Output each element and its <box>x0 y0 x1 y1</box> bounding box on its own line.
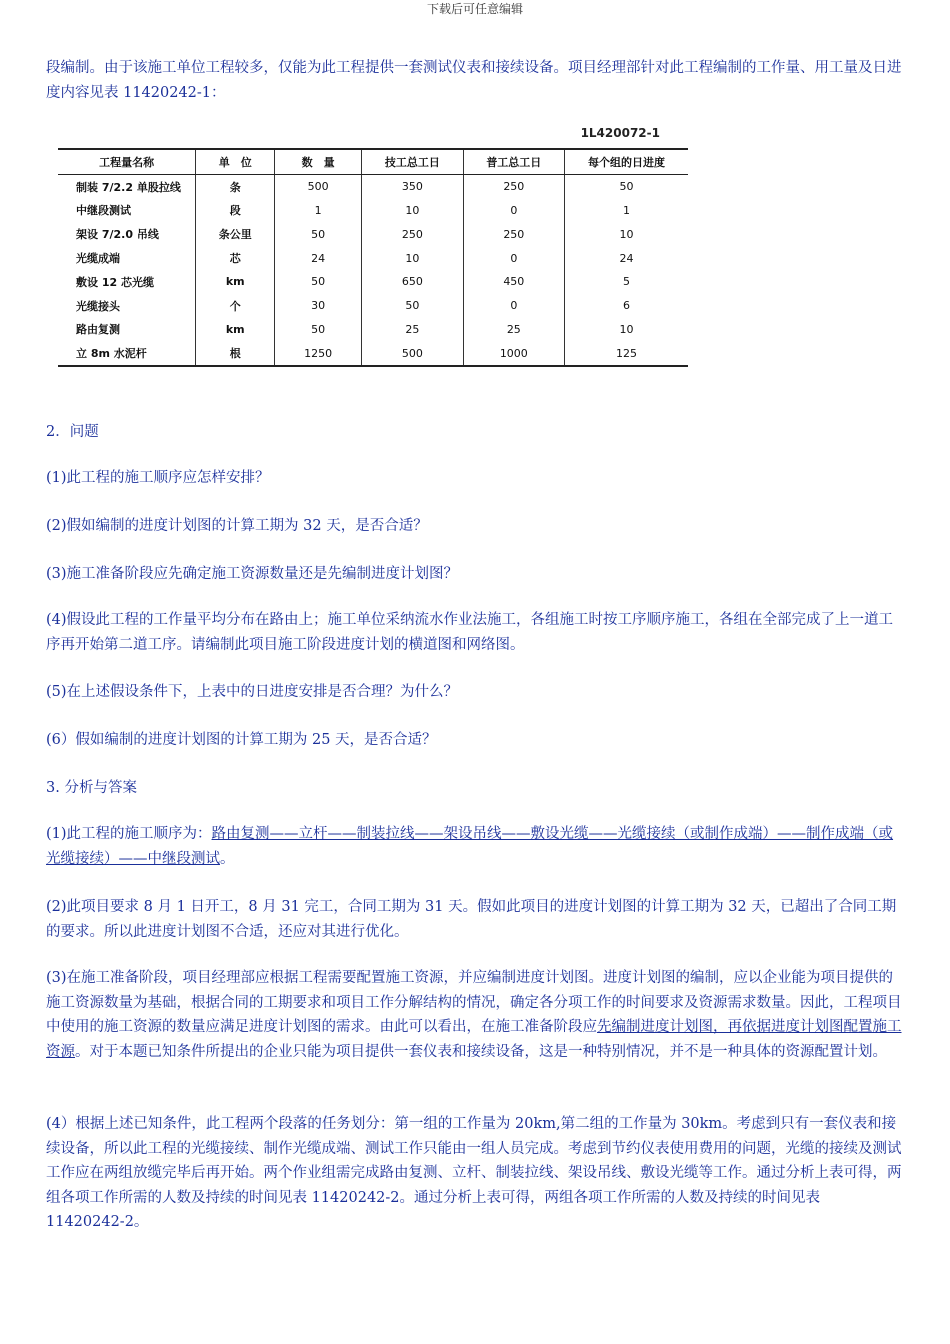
cell-name: 制装 7/2.2 单股拉线 <box>58 174 196 198</box>
cell-skilled-days: 500 <box>362 341 463 366</box>
section-2-title: 2．问题 <box>46 424 99 440</box>
answer-3-end: 。对于本题已知条件所提出的企业只能为项目提供一套仪表和接续设备，这是一种特别情况，并不是一种具体的资源配置计划。 <box>75 1043 887 1060</box>
answer-1 <box>46 822 902 871</box>
workload-table <box>58 148 688 367</box>
cell-name: 架设 7/2.0 吊线 <box>58 222 196 246</box>
cell-unit: km <box>196 270 275 294</box>
cell-skilled-days: 50 <box>362 294 463 318</box>
cell-quantity: 50 <box>275 318 362 342</box>
col-header: 普工总工日 <box>463 149 564 174</box>
cell-unit: 根 <box>196 341 275 366</box>
cell-general-days: 250 <box>463 174 564 198</box>
answer-1-lead: (1)此工程的施工顺序为： <box>46 826 212 842</box>
cell-unit: 芯 <box>196 246 275 270</box>
table-row <box>58 341 688 366</box>
question-5: (5)在上述假设条件下，上表中的日进度安排是否合理？为什么？ <box>46 684 459 700</box>
col-header: 数 量 <box>275 149 362 174</box>
answer-2: (2)此项目要求 8 月 1 日开工，8 月 31 完工，合同工期为 31 天。假如此项目的进度计划图的计算工期为 32 天，已超出了合同工期的要求。所以此进度计划图不合适，还应对其进行优化。 <box>46 899 897 940</box>
cell-skilled-days: 250 <box>362 222 463 246</box>
cell-daily-progress: 5 <box>565 270 688 294</box>
cell-skilled-days: 650 <box>362 270 463 294</box>
cell-name: 光缆成端 <box>58 246 196 270</box>
cell-daily-progress: 1 <box>565 199 688 223</box>
table-row <box>58 199 688 223</box>
question-4: (4)假设此工程的工作量平均分布在路由上；施工单位采纳流水作业法施工，各组施工时按工序顺序施工，各组在全部完成了上一道工序再开始第二道工序。请编制此项目施工阶段进度计划的横道图和网络图。 <box>46 612 894 653</box>
cell-name: 路由复测 <box>58 318 196 342</box>
cell-general-days: 450 <box>463 270 564 294</box>
table-code: 1L420072-1 <box>580 126 660 140</box>
table-row <box>58 246 688 270</box>
cell-skilled-days: 10 <box>362 199 463 223</box>
cell-unit: 条公里 <box>196 222 275 246</box>
intro-paragraph: 段编制。由于该施工单位工程较多，仅能为此工程提供一套测试仪表和接续设备。项目经理部针对此工程编制的工作量、用工量及日进度内容见表 11420242-1： <box>46 60 902 101</box>
table-row <box>58 318 688 342</box>
cell-general-days: 0 <box>463 199 564 223</box>
question-3: (3)施工准备阶段应先确定施工资源数量还是先编制进度计划图？ <box>46 566 459 582</box>
cell-name: 敷设 12 芯光缆 <box>58 270 196 294</box>
cell-unit: km <box>196 318 275 342</box>
table-row <box>58 222 688 246</box>
answer-4: (4）根据上述已知条件，此工程两个段落的任务划分：第一组的工作量为 20km,第二组的工作量为 30km。考虑到只有一套仪表和接续设备，所以此工程的光缆接续、制作光缆成端、测试工作只能由一组人员完成。考虑到节约仪表使用费用的问题，光缆的接续及测试工作应在两组放缆完毕后再开始。两个作业组需完成路由复测、立杆、制装拉线、架设吊线、敷设光缆等工作。通过分析上表可得，两组各项工作所需的人数及持续的时间见表 11420242-2。通过分析上表可得，两组各项工作所需的人数及持续的时间见表 11420242-2。 <box>46 1116 902 1230</box>
answer-1-end: 。 <box>220 850 235 867</box>
cell-general-days: 25 <box>463 318 564 342</box>
answer-1-sequence: 路由复测——立杆——制装拉线——架设吊线——敷设光缆——光缆接续（或制作成端）——制作成端（或光缆接续）——中继段测试 <box>46 826 894 867</box>
cell-quantity: 1250 <box>275 341 362 366</box>
cell-name: 立 8m 水泥杆 <box>58 341 196 366</box>
cell-daily-progress: 24 <box>565 246 688 270</box>
cell-quantity: 50 <box>275 222 362 246</box>
col-header: 工程量名称 <box>58 149 196 174</box>
table-row <box>58 174 688 198</box>
cell-name: 光缆接头 <box>58 294 196 318</box>
cell-quantity: 500 <box>275 174 362 198</box>
cell-skilled-days: 25 <box>362 318 463 342</box>
cell-unit: 段 <box>196 199 275 223</box>
question-2: (2)假如编制的进度计划图的计算工期为 32 天，是否合适？ <box>46 518 428 534</box>
table-header-row <box>58 149 688 174</box>
cell-quantity: 24 <box>275 246 362 270</box>
col-header: 技工总工日 <box>362 149 463 174</box>
question-1: (1)此工程的施工顺序应怎样安排？ <box>46 470 270 486</box>
answer-3 <box>46 966 902 1064</box>
cell-daily-progress: 6 <box>565 294 688 318</box>
answer-3-lead: (3)在施工准备阶段，项目经理部应根据工程需要配置施工资源，并应编制进度计划图。进度计划图的编制，应以企业能为项目提供的施工资源数量为基础，根据合同的工期要求和项目工作分解结构的情况，确定各分项工作的时间要求及资源需求数量。因此，工程项目中使用的施工资源的数量应满足进度计划图的需求。由此可以看出，在施工准备阶段应 <box>46 970 902 1035</box>
cell-skilled-days: 350 <box>362 174 463 198</box>
cell-skilled-days: 10 <box>362 246 463 270</box>
cell-daily-progress: 10 <box>565 222 688 246</box>
cell-quantity: 50 <box>275 270 362 294</box>
question-6: (6）假如编制的进度计划图的计算工期为 25 天，是否合适？ <box>46 732 437 748</box>
cell-quantity: 30 <box>275 294 362 318</box>
table-row <box>58 270 688 294</box>
answer-3-key-point: 先编制进度计划图，再依据进度计划图配置施工资源 <box>46 1019 902 1060</box>
page-header: 下载后可任意编辑 <box>426 2 523 16</box>
cell-general-days: 0 <box>463 246 564 270</box>
cell-daily-progress: 50 <box>565 174 688 198</box>
cell-unit: 个 <box>196 294 275 318</box>
table-row <box>58 294 688 318</box>
cell-daily-progress: 10 <box>565 318 688 342</box>
section-3-title: 3. 分析与答案 <box>46 780 137 796</box>
cell-name: 中继段测试 <box>58 199 196 223</box>
cell-general-days: 0 <box>463 294 564 318</box>
cell-general-days: 250 <box>463 222 564 246</box>
col-header: 每个组的日进度 <box>565 149 688 174</box>
cell-general-days: 1000 <box>463 341 564 366</box>
cell-daily-progress: 125 <box>565 341 688 366</box>
cell-quantity: 1 <box>275 199 362 223</box>
cell-unit: 条 <box>196 174 275 198</box>
col-header: 单 位 <box>196 149 275 174</box>
